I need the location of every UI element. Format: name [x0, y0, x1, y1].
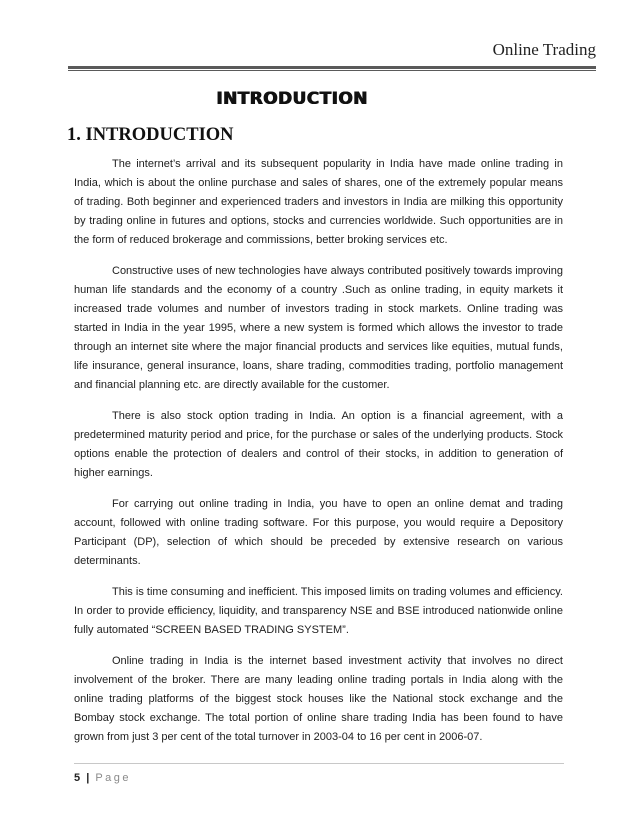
page-footer	[74, 772, 131, 784]
paragraph: For carrying out online trading in India, you have to open an online demat and trading account, followed with online trading software. For this purpose, you would require a Depository Participant (DP), selection of which should be preceded by extensive research on various determinants.	[74, 498, 563, 567]
footer-separator: |	[86, 772, 90, 784]
section-heading: 1. INTRODUCTION	[67, 125, 234, 145]
paragraph: There is also stock option trading in India. An option is a financial agreement, with a predetermined maturity period and price, for the purchase or sales of the underlying products. Stock options enable the protection of dealers and control of their stocks, in addition to generation of higher earnings.	[74, 410, 563, 479]
footer-rule	[74, 763, 564, 764]
body-text	[74, 155, 563, 759]
chapter-banner-title: INTRODUCTION	[216, 89, 368, 109]
page-number: 5	[74, 772, 81, 784]
paragraph: This is time consuming and inefficient. This imposed limits on trading volumes and efficiency. In order to provide efficiency, liquidity, and transparency NSE and BSE introduced nationwide online fully automated “SCREEN BASED TRADING SYSTEM”.	[74, 586, 563, 636]
paragraph: Constructive uses of new technologies have always contributed positively towards improving human life standards and the economy of a country .Such as online trading, in equity markets it increased trade volumes and number of investors trading in stock markets. Online trading was started in India in the year 1995, where a new system is formed which allows the investor to trade through an internet site where the major financial products and services like equities, mutual funds, life insurance, general insurance, loans, share trading, commodities trading, portfolio management and financial planning etc. are directly available for the customer.	[74, 265, 563, 391]
running-header-title: Online Trading	[492, 40, 596, 59]
paragraph: Online trading in India is the internet based investment activity that involves no direct involvement of the broker. There are many leading online trading portals in India along with the online trading platforms of the biggest stock houses like the National stock exchange and the Bombay stock exchange. The total portion of online share trading India has been found to have grown from just 3 per cent of the total turnover in 2003-04 to 16 per cent in 2006-07.	[74, 655, 563, 743]
header-rule	[68, 66, 596, 71]
paragraph: The internet’s arrival and its subsequent popularity in India have made online trading in India, which is about the online purchase and sales of shares, one of the extremely popular means of trading. Both beginner and experienced traders and investors in India are milking this opportunity by trading online in futures and options, stocks and currencies worldwide. Such opportunities are in the form of reduced brokerage and commissions, better broking services etc.	[74, 158, 563, 246]
page-label: Page	[95, 772, 132, 784]
